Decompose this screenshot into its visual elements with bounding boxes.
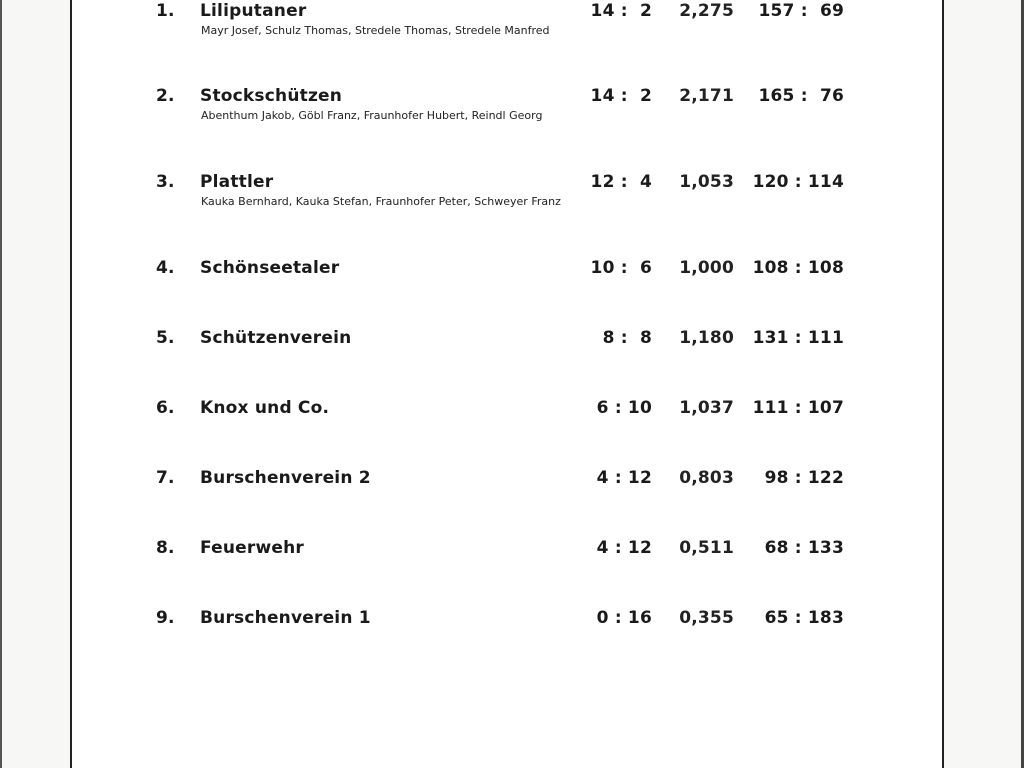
rank: 7. [156, 468, 175, 488]
rank: 4. [156, 258, 175, 278]
team-name: Schützenverein [200, 328, 352, 348]
points: 4 : 12 [596, 468, 652, 488]
ratio: 2,171 [679, 86, 734, 106]
score: 165 : 76 [758, 86, 844, 106]
team-name: Plattler [200, 172, 274, 192]
score: 120 : 114 [752, 172, 844, 192]
team-members: Abenthum Jakob, Göbl Franz, Fraunhofer Hubert, Reindl Georg [201, 109, 543, 122]
score: 108 : 108 [752, 258, 844, 278]
points: 6 : 10 [596, 398, 652, 418]
score: 68 : 133 [764, 538, 844, 558]
score: 98 : 122 [764, 468, 844, 488]
team-name: Schönseetaler [200, 258, 340, 278]
standings-row-4 [0, 258, 1024, 298]
ratio: 2,275 [679, 1, 734, 21]
points: 12 : 4 [590, 172, 652, 192]
team-name: Knox und Co. [200, 398, 330, 418]
team-members: Kauka Bernhard, Kauka Stefan, Fraunhofer Peter, Schweyer Franz [201, 195, 561, 208]
team-name: Burschenverein 1 [200, 608, 371, 628]
rank: 1. [156, 1, 175, 21]
team-members: Mayr Josef, Schulz Thomas, Stredele Thomas, Stredele Manfred [201, 24, 550, 37]
ratio: 0,511 [679, 538, 734, 558]
rank: 8. [156, 538, 175, 558]
points: 0 : 16 [596, 608, 652, 628]
points: 14 : 2 [590, 1, 652, 21]
ratio: 1,000 [679, 258, 734, 278]
team-name: Burschenverein 2 [200, 468, 371, 488]
standings-row-6 [0, 398, 1024, 438]
score: 131 : 111 [752, 328, 844, 348]
team-name: Feuerwehr [200, 538, 304, 558]
score: 111 : 107 [752, 398, 844, 418]
points: 8 : 8 [602, 328, 652, 348]
ratio: 1,037 [679, 398, 734, 418]
points: 4 : 12 [596, 538, 652, 558]
standings-row-1 [0, 1, 1024, 41]
ratio: 1,180 [679, 328, 734, 348]
rank: 5. [156, 328, 175, 348]
rank: 2. [156, 86, 175, 106]
standings-row-3 [0, 172, 1024, 212]
score: 157 : 69 [758, 1, 844, 21]
ratio: 1,053 [679, 172, 734, 192]
points: 14 : 2 [590, 86, 652, 106]
team-name: Liliputaner [200, 1, 307, 21]
ratio: 0,803 [679, 468, 734, 488]
ratio: 0,355 [679, 608, 734, 628]
standings-row-5 [0, 328, 1024, 368]
standings-row-9 [0, 608, 1024, 648]
score: 65 : 183 [764, 608, 844, 628]
rank: 6. [156, 398, 175, 418]
standings-row-8 [0, 538, 1024, 578]
standings-row-7 [0, 468, 1024, 508]
standings-row-2 [0, 86, 1024, 126]
team-name: Stockschützen [200, 86, 343, 106]
rank: 9. [156, 608, 175, 628]
points: 10 : 6 [590, 258, 652, 278]
rank: 3. [156, 172, 175, 192]
